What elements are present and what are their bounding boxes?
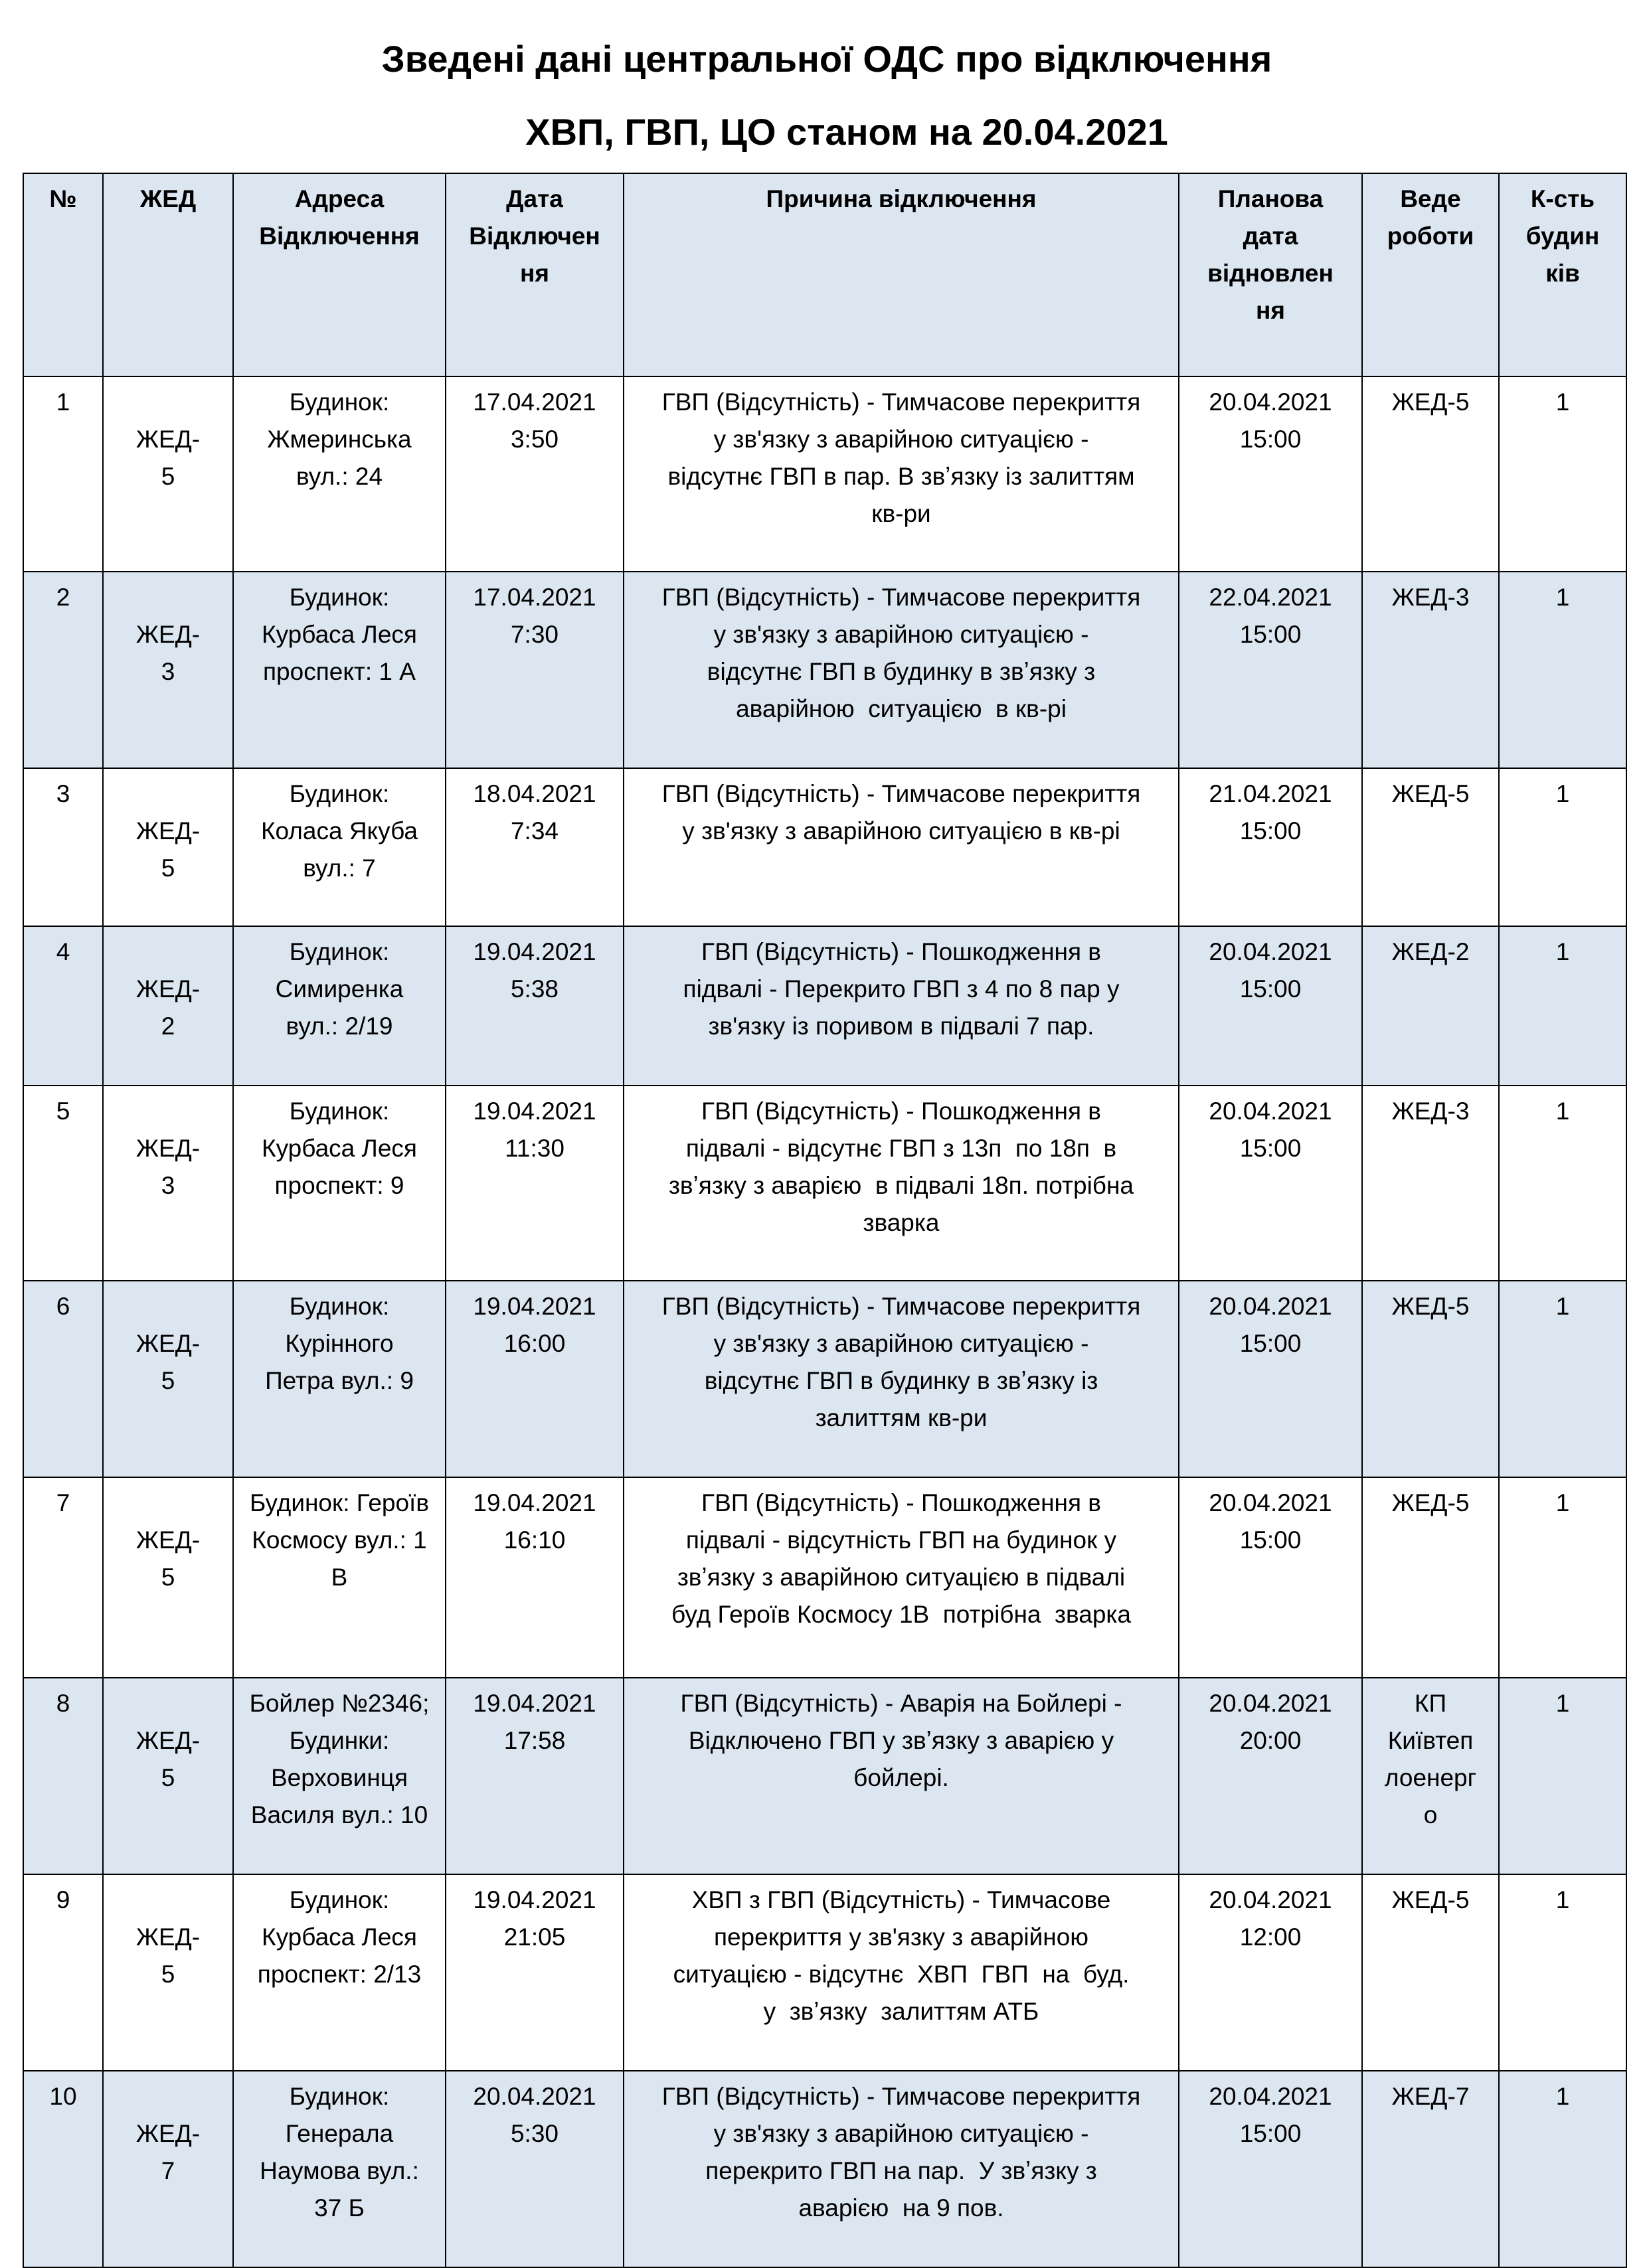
cell-line: 3 — [161, 1172, 175, 1199]
cell-planned-date — [1179, 1874, 1362, 2071]
cell-line: Космосу вул.: 1 — [252, 1526, 427, 1554]
cell-line: Адреса — [294, 185, 385, 212]
cell-no: 6 — [23, 1281, 103, 1477]
cell-line: 3 — [161, 658, 175, 685]
cell-address — [233, 1477, 446, 1678]
cell-line: 20.04.2021 — [1209, 388, 1332, 416]
cell-line: 15:00 — [1239, 1330, 1302, 1357]
cell-no: 2 — [23, 572, 103, 768]
cell-line: 19.04.2021 — [473, 1293, 596, 1320]
cell-houses-count: 1 — [1499, 2071, 1626, 2267]
cell-line: Планова — [1217, 185, 1324, 212]
cell-zed — [103, 572, 233, 768]
cell-reason — [624, 376, 1179, 572]
cell-line: вул.: 24 — [296, 463, 383, 490]
cell-line: Курінного — [285, 1330, 394, 1357]
cell-no: 1 — [23, 376, 103, 572]
cell-line: проспект: 2/13 — [257, 1961, 422, 1988]
cell-line: вул.: 7 — [303, 854, 376, 882]
cell-line: Причина відключення — [766, 185, 1037, 212]
cell-address — [233, 1086, 446, 1281]
cell-line: 17.04.2021 — [473, 388, 596, 416]
cell-line: дата — [1243, 222, 1298, 250]
cell-houses-count: 1 — [1499, 1477, 1626, 1678]
title-line-1: Зведені дані центральної ОДС про відключення — [381, 38, 1272, 80]
table-row — [23, 1678, 1626, 1874]
cell-line: 19.04.2021 — [473, 938, 596, 965]
cell-line: 22.04.2021 — [1209, 584, 1332, 611]
cell-line: Наумова вул.: — [260, 2157, 419, 2184]
cell-line: Петра вул.: 9 — [265, 1367, 414, 1394]
cell-reason — [624, 572, 1179, 768]
cell-line: буд Героїв Космосу 1В потрібна зварка — [671, 1601, 1131, 1628]
cell-address — [233, 572, 446, 768]
cell-line: 15:00 — [1239, 817, 1302, 845]
cell-planned-date — [1179, 2071, 1362, 2267]
cell-performer — [1362, 1678, 1499, 1874]
cell-line: 20.04.2021 — [473, 2083, 596, 2110]
cell-zed — [103, 768, 233, 926]
cell-line: ЖЕД- — [135, 817, 201, 845]
cell-performer — [1362, 2071, 1499, 2267]
cell-address — [233, 1874, 446, 2071]
cell-line: Курбаса Леся — [262, 621, 417, 648]
cell-zed — [103, 1477, 233, 1678]
cell-line: К-сть — [1530, 185, 1595, 212]
table-row — [23, 926, 1626, 1086]
cell-line: Будинок: Героїв — [250, 1489, 429, 1516]
cell-line: КП — [1414, 1690, 1447, 1717]
cell-line: 5 — [161, 1367, 175, 1394]
cell-reason — [624, 1874, 1179, 2071]
cell-line: ГВП (Відсутність) - Тимчасове перекриття — [661, 1293, 1141, 1320]
cell-reason — [624, 1477, 1179, 1678]
cell-line: 2 — [161, 1012, 175, 1040]
cell-line: ЖЕД- — [135, 1526, 201, 1554]
cell-line: Курбаса Леся — [262, 1923, 417, 1951]
cell-line: аварійною ситуацією в кв-рі — [736, 695, 1067, 722]
cell-line: роботи — [1387, 222, 1474, 250]
cell-line: Бойлер №2346; — [249, 1690, 430, 1717]
cell-line: ЖЕД-5 — [1391, 780, 1470, 807]
cell-line: 19.04.2021 — [473, 1886, 596, 1913]
cell-line: 16:00 — [503, 1330, 566, 1357]
cell-performer — [1362, 1477, 1499, 1678]
cell-line: звʼязку з аварією в підвалі 18п. потрібна — [668, 1172, 1134, 1199]
cell-line: у зв'язку з аварійною ситуацією - — [713, 2120, 1089, 2147]
cell-houses-count: 1 — [1499, 1874, 1626, 2071]
cell-planned-date — [1179, 768, 1362, 926]
cell-line: у звʼязку залиттям АТБ — [763, 1998, 1039, 2025]
cell-line: 5 — [161, 1564, 175, 1591]
cell-line: проспект: 1 А — [263, 658, 416, 685]
cell-line: Відключення — [259, 222, 420, 250]
cell-reason — [624, 926, 1179, 1086]
cell-performer — [1362, 1086, 1499, 1281]
cell-line: у зв'язку з аварійною ситуацією - — [713, 621, 1089, 648]
cell-line: підвалі - відсутнє ГВП з 13п по 18п в — [685, 1135, 1117, 1162]
cell-line: відсутнє ГВП в будинку в звʼязку із — [704, 1367, 1098, 1394]
cell-line: Відключен — [469, 222, 600, 250]
cell-date-off — [446, 768, 624, 926]
cell-line: Будинок: — [289, 1293, 390, 1320]
cell-line: ГВП (Відсутність) - Пошкодження в — [701, 1489, 1101, 1516]
cell-planned-date — [1179, 376, 1362, 572]
cell-line: 19.04.2021 — [473, 1690, 596, 1717]
cell-no: 3 — [23, 768, 103, 926]
cell-houses-count: 1 — [1499, 926, 1626, 1086]
cell-line: 20:00 — [1239, 1727, 1302, 1754]
table-row — [23, 572, 1626, 768]
cell-planned-date — [1179, 926, 1362, 1086]
cell-line: ЖЕД-2 — [1391, 938, 1470, 965]
cell-line: Будинок: — [289, 388, 390, 416]
table-row — [23, 1477, 1626, 1678]
cell-date-off — [446, 376, 624, 572]
cell-line: 7 — [161, 2157, 175, 2184]
cell-line: Симиренка — [275, 975, 404, 1003]
cell-performer — [1362, 1281, 1499, 1477]
cell-houses-count: 1 — [1499, 1678, 1626, 1874]
cell-address — [233, 376, 446, 572]
cell-address — [233, 926, 446, 1086]
cell-houses-count: 1 — [1499, 376, 1626, 572]
header-houses-count — [1499, 173, 1626, 376]
cell-line: 3:50 — [510, 426, 559, 453]
cell-address — [233, 1678, 446, 1874]
cell-line: підвалі - Перекрито ГВП з 4 по 8 пар у — [683, 975, 1120, 1003]
cell-reason — [624, 1281, 1179, 1477]
cell-date-off — [446, 2071, 624, 2267]
header-reason — [624, 173, 1179, 376]
cell-line: зв'язку із поривом в підвалі 7 пар. — [708, 1012, 1094, 1040]
table-row — [23, 1086, 1626, 1281]
cell-line: перекрито ГВП на пар. У звʼязку з — [705, 2157, 1097, 2184]
cell-line: 15:00 — [1239, 1135, 1302, 1162]
cell-reason — [624, 1678, 1179, 1874]
cell-zed — [103, 1086, 233, 1281]
cell-line: ГВП (Відсутність) - Аварія на Бойлері - — [680, 1690, 1122, 1717]
cell-line: 37 Б — [314, 2194, 365, 2222]
cell-line: 19.04.2021 — [473, 1097, 596, 1125]
cell-line: Будинок: — [289, 1886, 390, 1913]
cell-line: ЖЕД- — [135, 1330, 201, 1357]
cell-line: о — [1423, 1801, 1438, 1828]
cell-planned-date — [1179, 1086, 1362, 1281]
cell-date-off — [446, 1281, 624, 1477]
cell-line: 7:34 — [510, 817, 559, 845]
outages-table — [23, 173, 1627, 2268]
cell-no: 4 — [23, 926, 103, 1086]
cell-zed — [103, 1678, 233, 1874]
cell-line: Верховинця — [270, 1764, 408, 1791]
page-title — [0, 23, 1647, 169]
cell-line: 20.04.2021 — [1209, 1886, 1332, 1913]
cell-line: 20.04.2021 — [1209, 1097, 1332, 1125]
cell-performer — [1362, 376, 1499, 572]
cell-line: 5 — [161, 463, 175, 490]
cell-zed — [103, 2071, 233, 2267]
cell-zed — [103, 926, 233, 1086]
cell-date-off — [446, 1678, 624, 1874]
cell-no: 7 — [23, 1477, 103, 1678]
cell-line: відновлен — [1207, 260, 1334, 287]
cell-line: 21.04.2021 — [1209, 780, 1332, 807]
cell-line: ГВП (Відсутність) - Тимчасове перекриття — [661, 388, 1141, 416]
cell-houses-count: 1 — [1499, 1281, 1626, 1477]
cell-line: ЖЕД-5 — [1391, 1886, 1470, 1913]
cell-line: ЖЕД- — [135, 1727, 201, 1754]
cell-houses-count: 1 — [1499, 768, 1626, 926]
cell-no: 9 — [23, 1874, 103, 2071]
cell-line: Будинок: — [289, 938, 390, 965]
cell-line: ЖЕД- — [135, 2120, 201, 2147]
header-date-off — [446, 173, 624, 376]
cell-line: 5 — [161, 854, 175, 882]
cell-date-off — [446, 1477, 624, 1678]
title-line-2: ХВП, ГВП, ЦО станом на 20.04.2021 — [525, 111, 1168, 153]
cell-line: будин — [1525, 222, 1600, 250]
cell-line: 11:30 — [505, 1135, 564, 1162]
cell-date-off — [446, 1874, 624, 2071]
cell-line: В — [331, 1564, 348, 1591]
cell-no: 8 — [23, 1678, 103, 1874]
cell-line: ХВП з ГВП (Відсутність) - Тимчасове — [691, 1886, 1111, 1913]
header-planned-date — [1179, 173, 1362, 376]
cell-line: 5 — [161, 1961, 175, 1988]
cell-line: Коласа Якуба — [260, 817, 418, 845]
table-row — [23, 1874, 1626, 2071]
cell-no: 5 — [23, 1086, 103, 1281]
cell-line: ЖЕД- — [135, 1135, 201, 1162]
cell-line: 15:00 — [1239, 426, 1302, 453]
cell-line: ЖЕД-7 — [1391, 2083, 1470, 2110]
cell-line: № — [49, 185, 77, 212]
cell-line: ЖЕД- — [135, 975, 201, 1003]
cell-line: Будинки: — [289, 1727, 390, 1754]
cell-line: бойлері. — [853, 1764, 949, 1791]
cell-line: проспект: 9 — [274, 1172, 404, 1199]
cell-line: ків — [1545, 260, 1580, 287]
cell-line: ГВП (Відсутність) - Пошкодження в — [701, 1097, 1101, 1125]
cell-line: 5:38 — [510, 975, 559, 1003]
table-row — [23, 1281, 1626, 1477]
cell-zed — [103, 1281, 233, 1477]
cell-line: ГВП (Відсутність) - Пошкодження в — [701, 938, 1101, 965]
table-row — [23, 376, 1626, 572]
cell-line: Дата — [506, 185, 563, 212]
cell-performer — [1362, 926, 1499, 1086]
cell-line: Веде — [1400, 185, 1461, 212]
cell-line: 19.04.2021 — [473, 1489, 596, 1516]
cell-planned-date — [1179, 572, 1362, 768]
cell-line: 20.04.2021 — [1209, 938, 1332, 965]
cell-line: аварією на 9 пов. — [798, 2194, 1004, 2222]
cell-line: ЖЕД-5 — [1391, 1293, 1470, 1320]
cell-line: ситуацією - відсутнє ХВП ГВП на буд. — [673, 1961, 1130, 1988]
cell-date-off — [446, 1086, 624, 1281]
cell-line: зварка — [863, 1209, 940, 1236]
cell-address — [233, 768, 446, 926]
cell-line: Відключено ГВП у звʼязку з аварією у — [688, 1727, 1114, 1754]
cell-line: 12:00 — [1239, 1923, 1302, 1951]
cell-line: у зв'язку з аварійною ситуацією в кв-рі — [682, 817, 1120, 845]
cell-line: ГВП (Відсутність) - Тимчасове перекриття — [661, 780, 1141, 807]
cell-line: звʼязку з аварійною ситуацією в підвалі — [677, 1564, 1126, 1591]
cell-line: 15:00 — [1239, 1526, 1302, 1554]
cell-line: Генерала — [285, 2120, 394, 2147]
cell-planned-date — [1179, 1281, 1362, 1477]
cell-line: відсутнє ГВП в пар. В звʼязку із залиттям — [667, 463, 1135, 490]
cell-reason — [624, 1086, 1179, 1281]
cell-line: ня — [1256, 297, 1285, 324]
cell-line: ЖЕД — [139, 185, 197, 212]
cell-line: ЖЕД-5 — [1391, 388, 1470, 416]
cell-line: 5 — [161, 1764, 175, 1791]
cell-line: 7:30 — [510, 621, 559, 648]
table-row — [23, 2071, 1626, 2267]
cell-line: у зв'язку з аварійною ситуацією - — [713, 426, 1089, 453]
cell-line: ЖЕД- — [135, 621, 201, 648]
header-no — [23, 173, 103, 376]
cell-performer — [1362, 1874, 1499, 2071]
cell-line: 21:05 — [503, 1923, 566, 1951]
cell-line: Будинок: — [289, 2083, 390, 2110]
cell-line: ЖЕД-5 — [1391, 1489, 1470, 1516]
cell-planned-date — [1179, 1477, 1362, 1678]
cell-line: 16:10 — [503, 1526, 566, 1554]
cell-line: ГВП (Відсутність) - Тимчасове перекриття — [661, 584, 1141, 611]
cell-line: ГВП (Відсутність) - Тимчасове перекриття — [661, 2083, 1141, 2110]
cell-houses-count: 1 — [1499, 1086, 1626, 1281]
cell-line: перекриття у зв'язку з аварійною — [713, 1923, 1089, 1951]
cell-line: ЖЕД-3 — [1391, 584, 1470, 611]
cell-line: відсутнє ГВП в будинку в звʼязку з — [707, 658, 1096, 685]
cell-line: підвалі - відсутність ГВП на будинок у — [685, 1526, 1117, 1554]
cell-reason — [624, 2071, 1179, 2267]
cell-line: ЖЕД- — [135, 1923, 201, 1951]
cell-date-off — [446, 572, 624, 768]
cell-line: 5:30 — [510, 2120, 559, 2147]
cell-address — [233, 1281, 446, 1477]
cell-line: 20.04.2021 — [1209, 1690, 1332, 1717]
cell-line: 15:00 — [1239, 975, 1302, 1003]
cell-line: Курбаса Леся — [262, 1135, 417, 1162]
cell-line: 17.04.2021 — [473, 584, 596, 611]
table-row — [23, 768, 1626, 926]
cell-line: у зв'язку з аварійною ситуацією - — [713, 1330, 1089, 1357]
cell-line: 20.04.2021 — [1209, 1489, 1332, 1516]
cell-line: вул.: 2/19 — [286, 1012, 393, 1040]
cell-line: 17:58 — [503, 1727, 566, 1754]
cell-zed — [103, 1874, 233, 2071]
cell-line: 20.04.2021 — [1209, 1293, 1332, 1320]
cell-reason — [624, 768, 1179, 926]
cell-address — [233, 2071, 446, 2267]
cell-line: Київтеп — [1387, 1727, 1474, 1754]
cell-planned-date — [1179, 1678, 1362, 1874]
header-address — [233, 173, 446, 376]
cell-line: 18.04.2021 — [473, 780, 596, 807]
cell-date-off — [446, 926, 624, 1086]
cell-line: залиттям кв-ри — [815, 1404, 988, 1431]
cell-line: лоенерг — [1384, 1764, 1477, 1791]
header-zed — [103, 173, 233, 376]
cell-line: Жмеринська — [267, 426, 412, 453]
cell-line: ЖЕД-3 — [1391, 1097, 1470, 1125]
header-performer — [1362, 173, 1499, 376]
cell-line: Будинок: — [289, 1097, 390, 1125]
cell-line: ЖЕД- — [135, 426, 201, 453]
cell-line: 20.04.2021 — [1209, 2083, 1332, 2110]
cell-line: Василя вул.: 10 — [250, 1801, 428, 1828]
cell-performer — [1362, 572, 1499, 768]
cell-no: 10 — [23, 2071, 103, 2267]
cell-zed — [103, 376, 233, 572]
cell-line: Будинок: — [289, 584, 390, 611]
cell-line: ня — [520, 260, 549, 287]
cell-houses-count: 1 — [1499, 572, 1626, 768]
cell-line: кв-ри — [871, 500, 931, 527]
header-row — [23, 173, 1626, 376]
cell-performer — [1362, 768, 1499, 926]
cell-line: 15:00 — [1239, 2120, 1302, 2147]
cell-line: 15:00 — [1239, 621, 1302, 648]
cell-line: Будинок: — [289, 780, 390, 807]
